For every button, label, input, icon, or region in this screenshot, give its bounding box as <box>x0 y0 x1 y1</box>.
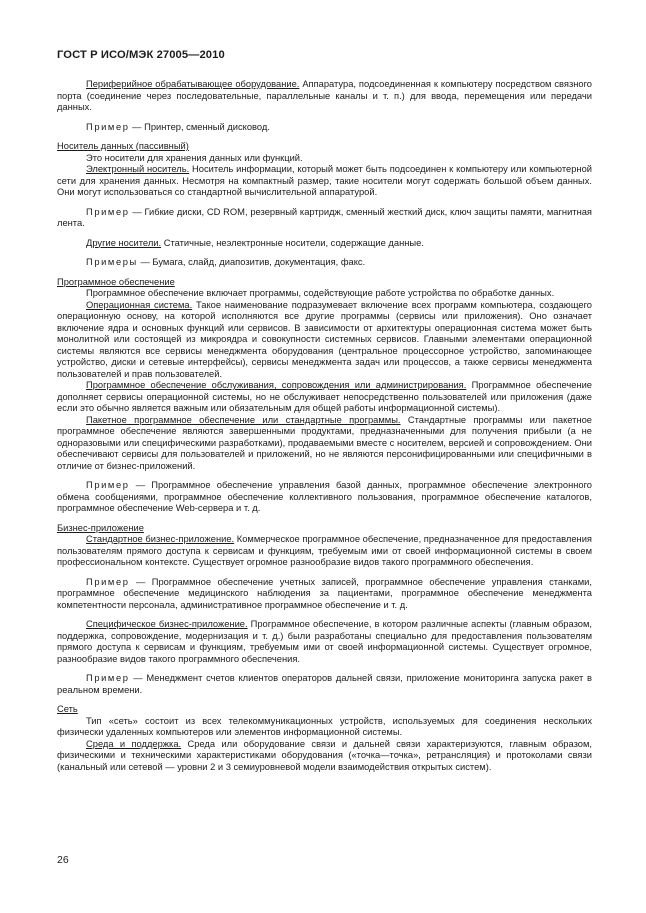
peripheral-paragraph <box>57 79 592 114</box>
example-label: Примеры <box>86 257 138 267</box>
example-text: — Гибкие диски, CD ROM, резервный картридж, сменный жесткий диск, ключ защиты памяти, магнитная лента. <box>57 206 592 228</box>
example-label: Пример <box>86 121 130 132</box>
os-term: Операционная система. <box>86 299 193 310</box>
example-1 <box>57 122 592 134</box>
peripheral-term: Периферийное обрабатывающее оборудование. <box>86 79 300 89</box>
other-media-term: Другие носители. <box>86 237 162 248</box>
specific-business-term: Специфическое бизнес-приложение. <box>86 619 248 629</box>
business-heading <box>57 523 592 535</box>
electronic-text: Носитель информации, который может быть подсоединен к компьютеру или компьютерной сети для хранения данных. Несмотря на компактный размер, такие носители могут содержать большой объем данных. Они могут использоваться со стандартной вычислительной аппаратурой. <box>57 164 592 197</box>
example-4 <box>57 480 592 515</box>
media-line1: Это носители для хранения данных или функций. <box>86 152 303 163</box>
example-label: Пример <box>86 673 130 683</box>
document-header: ГОСТ Р ИСО/МЭК 27005—2010 <box>57 49 225 61</box>
os-text: Такое наименование подразумевает включение всех программ компьютера, создающего операционную основу, на которой исполняются все другие программы (сервисы или приложения). Оно означает включение ядра и основных функций или сервисов. В зависимости от архитектуры операционная система может быть монолитной или состоящей из микроядра и совокупности системных сервисов. Главными элементами операционной системы являются все сервисы менеджмента оборудования (центральное процессорное устройство, запоминающее устройство, диски и сетевые интерфейсы), сервисы менеджмента задач или процессов, а также сервисы менеджмента пользователей и прав пользователей. <box>57 299 592 379</box>
network-heading <box>57 704 592 716</box>
business-heading-text: Бизнес-приложение <box>57 522 144 533</box>
network-heading-text: Сеть <box>57 704 78 714</box>
page-body <box>57 79 592 773</box>
example-label: Пример <box>86 576 130 587</box>
specific-business-text: Программное обеспечение, в котором различные аспекты (главным образом, поддержка, сопровождение, модернизация и т. д.) были разработаны специально для предоставления пользователям прямого доступа к сервисам и функциям, требуемым ими от своей информационной системы. Существует огромное, разнообразие видов такого программного обеспечения. <box>57 619 592 664</box>
example-text: — Программное обеспечение учетных записей, программное обеспечение управления станками, программное обеспечение медицинского наблюдения за пациентами, программное обеспечение менеджмента компетентности персонала, административное программное обеспечение и т. д. <box>57 576 592 610</box>
service-software-paragraph <box>57 380 592 415</box>
electronic-media-paragraph <box>57 164 592 199</box>
standard-business-term: Стандартное бизнес-приложение. <box>86 534 235 544</box>
software-line1: Программное обеспечение включает программы, содействующие работе устройства по обработке данных. <box>86 288 555 298</box>
package-term: Пакетное программное обеспечение или стандартные программы. <box>86 414 401 425</box>
standard-business-text: Коммерческое программное обеспечение, предназначенное для предоставления пользователям прямого доступа к сервисам и функциям, требуемым ими от своей информационной системы в своем профессиональном контексте. Существует огромное разнообразие видов такого программного обеспечения. <box>57 534 592 567</box>
peripheral-text: Аппаратура, подсоединенная к компьютеру посредством связного порта (соединение через последовательные, параллельные каналы и т. п.) для ввода, перемещения или передачи данных. <box>57 79 592 112</box>
page-number: 26 <box>57 854 69 866</box>
medium-paragraph <box>57 739 592 774</box>
example-label: Пример <box>86 480 130 490</box>
example-text: — Принтер, сменный дисковод. <box>129 121 270 132</box>
medium-text: Среда или оборудование связи и дальней связи характеризуются, главным образом, физическими и техническими характеристиками оборудования («точка—точка», ретрансляция) и протоколами связи (канальный или сетевой — уровни 2 и 3 семиуровневой модели взаимодействия открытых систем). <box>57 738 592 772</box>
example-text: — Менеджмент счетов клиентов операторов дальней связи, приложение мониторинга запуска ракет в реальном времени. <box>57 673 592 695</box>
media-heading-text: Носитель данных (пассивный) <box>57 141 189 151</box>
package-software-paragraph <box>57 415 592 473</box>
electronic-term: Электронный носитель. <box>86 164 190 174</box>
example-6 <box>57 673 592 696</box>
other-media-text: Статичные, неэлектронные носители, содержащие данные. <box>161 237 424 248</box>
other-media-paragraph <box>57 238 592 250</box>
example-5 <box>57 577 592 612</box>
media-heading <box>57 141 592 153</box>
service-text: Программное обеспечение дополняет сервисы операционной системы, но не обслуживает непосредственно пользователей или приложения (даже если это обычно является важным или обязательным для общей работы информационной системы). <box>57 380 592 413</box>
software-heading <box>57 277 592 289</box>
medium-term: Среда и поддержка. <box>86 738 182 749</box>
standard-business-paragraph <box>57 534 592 569</box>
package-text: Стандартные программы или пакетное программное обеспечение являются завершенными продуктами, предназначенными для получения прибыли (а не одноразовыми или специфическими разработками), продаваемыми вместе с носителем, версией и сопровождением. Они обеспечивают сервисы для пользователей и приложений, но не являются персонифицированными или специфичными в отличие от бизнес-приложений. <box>57 414 592 471</box>
service-term: Программное обеспечение обслуживания, сопровождения или администрирования. <box>86 380 467 390</box>
software-heading-text: Программное обеспечение <box>57 276 175 287</box>
example-text: — Программное обеспечение управления базой данных, программное обеспечение электронного обмена сообщениями, программное обеспечение коллективного пользования, программное обеспечение каталогов, программное обеспечение Web-сервера и т. д. <box>57 480 592 513</box>
specific-business-paragraph <box>57 619 592 665</box>
example-2 <box>57 207 592 230</box>
os-paragraph <box>57 300 592 381</box>
network-line1: Тип «сеть» состоит из всех телекоммуникационных устройств, используемых для соединения нескольких физически удаленных компьютеров или элементов информационной системы. <box>57 715 592 737</box>
example-3 <box>57 257 592 269</box>
example-label: Пример <box>86 206 130 217</box>
example-text: — Бумага, слайд, диапозитив, документация, факс. <box>137 257 366 267</box>
